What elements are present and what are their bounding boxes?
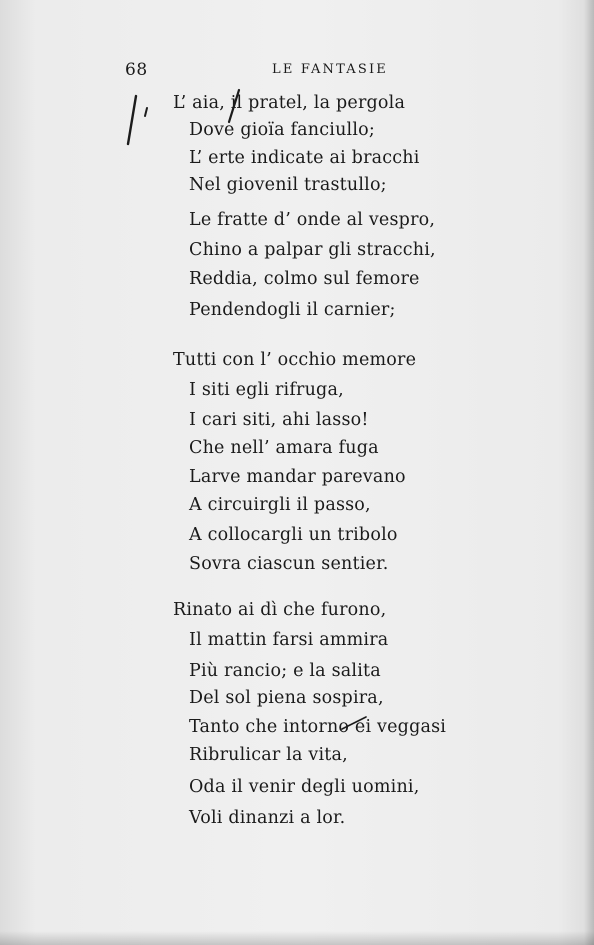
- page-edge-shadow: [584, 0, 594, 945]
- verse-line: Le fratte d’ onde al vespro,: [189, 210, 436, 230]
- verse-line: Tutti con l’ occhio memore: [173, 350, 417, 370]
- verse-line: I siti egli rifruga,: [189, 380, 344, 400]
- verse-line: Del sol piena sospira,: [189, 688, 384, 708]
- verse-line: L’ aia, il pratel, la pergola: [173, 93, 406, 113]
- verse-line: Che nell’ amara fuga: [189, 438, 379, 458]
- verse-line: Rinato ai dì che furono,: [173, 600, 387, 620]
- verse-line: Larve mandar parevano: [189, 467, 406, 487]
- verse-line: Dove gioïa fanciullo;: [189, 120, 375, 140]
- verse-line: I cari siti, ahi lasso!: [189, 410, 369, 430]
- running-head: LE FANTASIE: [272, 62, 388, 77]
- verse-line: Nel giovenil trastullo;: [189, 175, 387, 195]
- verse-line: Tanto che intorno ei veggasi: [189, 717, 447, 737]
- verse-line: Oda il venir degli uomini,: [189, 777, 420, 797]
- verse-line: A circuirgli il passo,: [189, 495, 371, 515]
- verse-line: L’ erte indicate ai bracchi: [189, 148, 420, 168]
- page-number: 68: [125, 60, 148, 80]
- verse-line: Reddia, colmo sul femore: [189, 269, 420, 289]
- verse-line: Sovra ciascun sentier.: [189, 554, 389, 574]
- margin-slash-mark: [118, 92, 158, 152]
- verse-line: A collocargli un tribolo: [189, 525, 398, 545]
- verse-line: Il mattin farsi ammira: [189, 630, 389, 650]
- verse-line: Pendendogli il carnier;: [189, 300, 396, 320]
- verse-line: Più rancio; e la salita: [189, 661, 381, 681]
- verse-line: Voli dinanzi a lor.: [189, 808, 346, 828]
- page-bottom-shadow: [0, 931, 594, 945]
- verse-line: Ribrulicar la vita,: [189, 745, 348, 765]
- verse-line: Chino a palpar gli stracchi,: [189, 240, 436, 260]
